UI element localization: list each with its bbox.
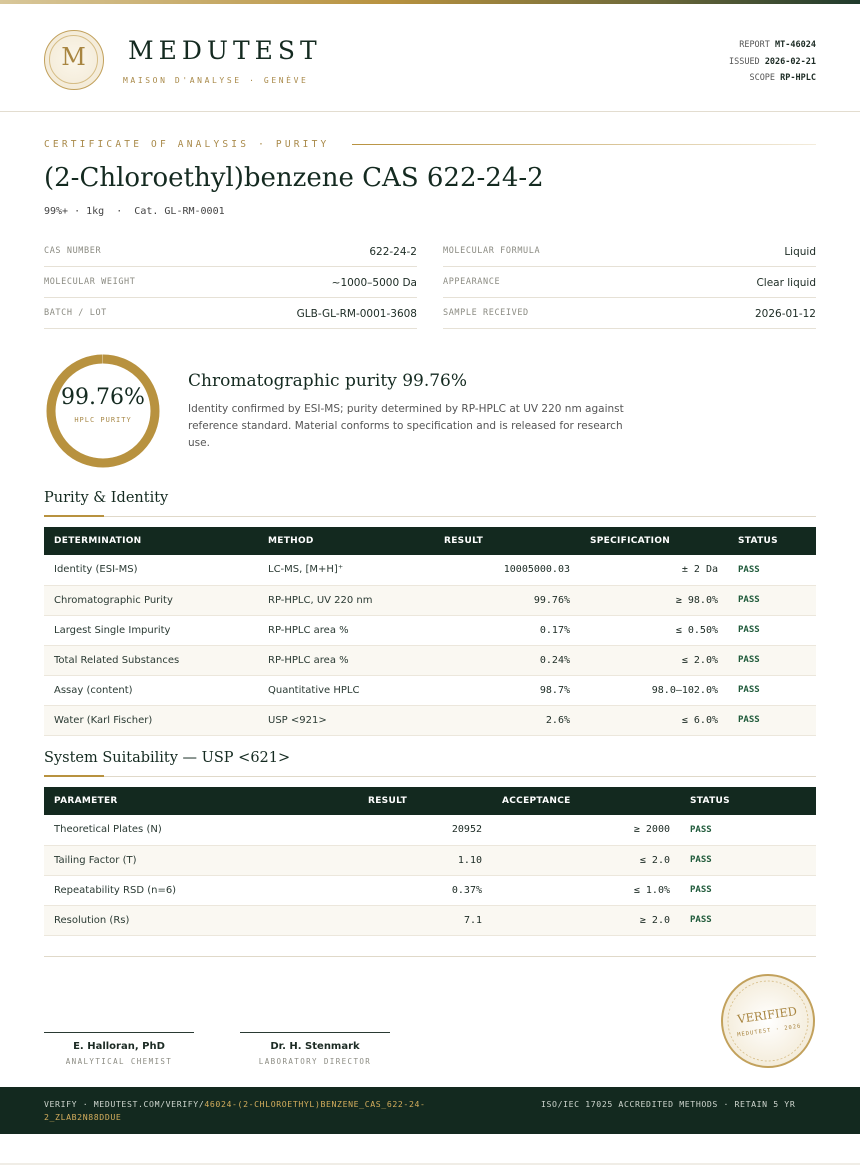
table-row <box>44 815 816 845</box>
table-row <box>44 845 816 875</box>
cell-spec: ≤ 2.0% <box>580 645 728 675</box>
report-header <box>0 4 860 112</box>
col-header-status: STATUS <box>728 527 816 555</box>
spec-label: MOLECULAR WEIGHT <box>44 277 136 287</box>
section-divider <box>44 516 816 517</box>
status-badge: PASS <box>680 905 816 935</box>
cell-result: 99.76% <box>434 585 580 615</box>
col-header-status: STATUS <box>680 787 816 815</box>
table-row <box>44 615 816 645</box>
section-divider <box>44 776 816 777</box>
brand-name: MEDUTEST <box>128 36 322 65</box>
system-suitability-table <box>44 787 816 936</box>
cell-parameter: Theoretical Plates (N) <box>44 815 304 845</box>
report-number: REPORT MT-46024 <box>739 40 816 50</box>
purity-heading: Chromatographic purity 99.76% <box>188 371 468 391</box>
purity-gauge <box>44 352 162 470</box>
cell-parameter: Resolution (Rs) <box>44 905 304 935</box>
spec-value: Liquid <box>784 246 816 258</box>
product-subtitle: 99%+ · 1kg · Cat. GL-RM-0001 <box>44 206 225 217</box>
cell-result: 20952 <box>304 815 492 845</box>
table-row <box>44 585 816 615</box>
cell-result: 7.1 <box>304 905 492 935</box>
purity-identity-table <box>44 527 816 736</box>
section-title-purity-identity: Purity & Identity <box>44 490 169 506</box>
report-scope: SCOPE RP-HPLC <box>749 73 816 83</box>
status-badge: PASS <box>728 675 816 705</box>
verified-stamp <box>720 973 816 1069</box>
cell-method: RP-HPLC area % <box>258 615 434 645</box>
product-title: (2-Chloroethyl)benzene CAS 622-24-2 <box>44 163 544 193</box>
cell-determination: Total Related Substances <box>44 645 258 675</box>
brand-seal-logo <box>44 30 104 90</box>
spec-label: APPEARANCE <box>443 277 501 287</box>
status-badge: PASS <box>728 705 816 735</box>
signatory-name: Dr. H. Stenmark <box>270 1041 360 1052</box>
gauge-fill <box>51 359 155 463</box>
spec-value: ~1000–5000 Da <box>331 277 417 289</box>
section-accent <box>44 515 104 517</box>
cell-spec: ≤ 6.0% <box>580 705 728 735</box>
eyebrow-divider <box>352 144 816 145</box>
cell-result: 10005000.03 <box>434 555 580 585</box>
cell-result: 98.7% <box>434 675 580 705</box>
status-badge: PASS <box>680 815 816 845</box>
table-row <box>44 555 816 585</box>
table-row <box>44 875 816 905</box>
col-header-result: RESULT <box>304 787 492 815</box>
spec-value: GLB-GL-RM-0001-3608 <box>296 308 417 320</box>
table-row <box>44 905 816 935</box>
accreditation-note: ISO/IEC 17025 ACCREDITED METHODS · RETAIN 5 YR <box>541 1099 796 1109</box>
cell-method: RP-HPLC, UV 220 nm <box>258 585 434 615</box>
cell-parameter: Tailing Factor (T) <box>44 845 304 875</box>
signature-laboratory-director <box>240 1032 390 1066</box>
col-header-parameter: PARAMETER <box>44 787 304 815</box>
cell-result: 1.10 <box>304 845 492 875</box>
cell-spec: ≤ 0.50% <box>580 615 728 645</box>
cell-acceptance: ≥ 2.0 <box>492 905 680 935</box>
signature-divider <box>44 956 816 957</box>
cell-determination: Water (Karl Fischer) <box>44 705 258 735</box>
spec-cas-number <box>44 236 417 267</box>
status-badge: PASS <box>728 585 816 615</box>
table-header-row <box>44 527 816 555</box>
cell-determination: Chromatographic Purity <box>44 585 258 615</box>
cell-acceptance: ≤ 2.0 <box>492 845 680 875</box>
spec-value: Clear liquid <box>756 277 816 289</box>
cell-method: RP-HPLC area % <box>258 645 434 675</box>
cell-acceptance: ≥ 2000 <box>492 815 680 845</box>
table-row <box>44 645 816 675</box>
col-header-specification: SPECIFICATION <box>580 527 728 555</box>
cell-determination: Largest Single Impurity <box>44 615 258 645</box>
cell-determination: Identity (ESI-MS) <box>44 555 258 585</box>
spec-sample-received <box>443 298 816 329</box>
status-badge: PASS <box>728 555 816 585</box>
spec-label: SAMPLE RECEIVED <box>443 308 529 318</box>
table-row <box>44 675 816 705</box>
cell-spec: 98.0–102.0% <box>580 675 728 705</box>
cell-acceptance: ≤ 1.0% <box>492 875 680 905</box>
table-header-row <box>44 787 816 815</box>
seal-letter: M <box>61 43 86 71</box>
cell-parameter: Repeatability RSD (n=6) <box>44 875 304 905</box>
spec-value: 622-24-2 <box>369 246 417 258</box>
cell-spec: ≥ 98.0% <box>580 585 728 615</box>
stamp-subtext: MEDUTEST · 2026 <box>736 1023 802 1039</box>
spec-molecular-formula <box>443 236 816 267</box>
cell-result: 0.37% <box>304 875 492 905</box>
verification-link[interactable]: VERIFY · MEDUTEST.COM/VERIFY/46024-(2-CHLOROETHYL)BENZENE_CAS_622-24-2_ZLAB2N88DDUE <box>44 1099 426 1122</box>
signature-analytical-chemist <box>44 1032 194 1066</box>
purity-description: Identity confirmed by ESI-MS; purity determined by RP-HPLC at UV 220 nm against reference standard. Material conforms to specification and is released for research use. <box>188 403 624 449</box>
col-header-acceptance: ACCEPTANCE <box>492 787 680 815</box>
spec-batch-lot <box>44 298 417 329</box>
stamp-text: VERIFIED <box>736 1003 798 1027</box>
status-badge: PASS <box>680 875 816 905</box>
spec-molecular-weight <box>44 267 417 298</box>
signatory-role: ANALYTICAL CHEMIST <box>65 1057 173 1066</box>
col-header-result: RESULT <box>434 527 580 555</box>
status-badge: PASS <box>728 645 816 675</box>
cell-spec: ± 2 Da <box>580 555 728 585</box>
col-header-determination: DETERMINATION <box>44 527 258 555</box>
brand-tagline: MAISON D'ANALYSE · GENÈVE <box>123 76 309 85</box>
signatory-role: LABORATORY DIRECTOR <box>258 1057 372 1066</box>
cell-result: 0.17% <box>434 615 580 645</box>
status-badge: PASS <box>728 615 816 645</box>
cell-method: LC-MS, [M+H]⁺ <box>258 555 434 585</box>
signatory-name: E. Halloran, PhD <box>73 1041 165 1052</box>
spec-label: MOLECULAR FORMULA <box>443 246 541 256</box>
col-header-method: METHOD <box>258 527 434 555</box>
section-title-system-suitability: System Suitability — USP <621> <box>44 750 291 766</box>
cell-result: 0.24% <box>434 645 580 675</box>
certificate-eyebrow: CERTIFICATE OF ANALYSIS · PURITY <box>44 139 330 150</box>
cell-method: Quantitative HPLC <box>258 675 434 705</box>
spec-label: BATCH / LOT <box>44 308 107 318</box>
cell-determination: Assay (content) <box>44 675 258 705</box>
spec-appearance <box>443 267 816 298</box>
spec-value: 2026-01-12 <box>754 308 816 320</box>
purity-value: 99.76% <box>61 385 145 410</box>
section-accent <box>44 775 104 777</box>
cell-result: 2.6% <box>434 705 580 735</box>
status-badge: PASS <box>680 845 816 875</box>
table-row <box>44 705 816 735</box>
issued-date: ISSUED 2026-02-21 <box>728 56 816 67</box>
cell-method: USP <921> <box>258 705 434 735</box>
purity-gauge-label: HPLC PURITY <box>74 416 132 424</box>
report-meta <box>729 37 816 87</box>
spec-label: CAS NUMBER <box>44 246 102 256</box>
report-footer <box>0 1087 860 1134</box>
